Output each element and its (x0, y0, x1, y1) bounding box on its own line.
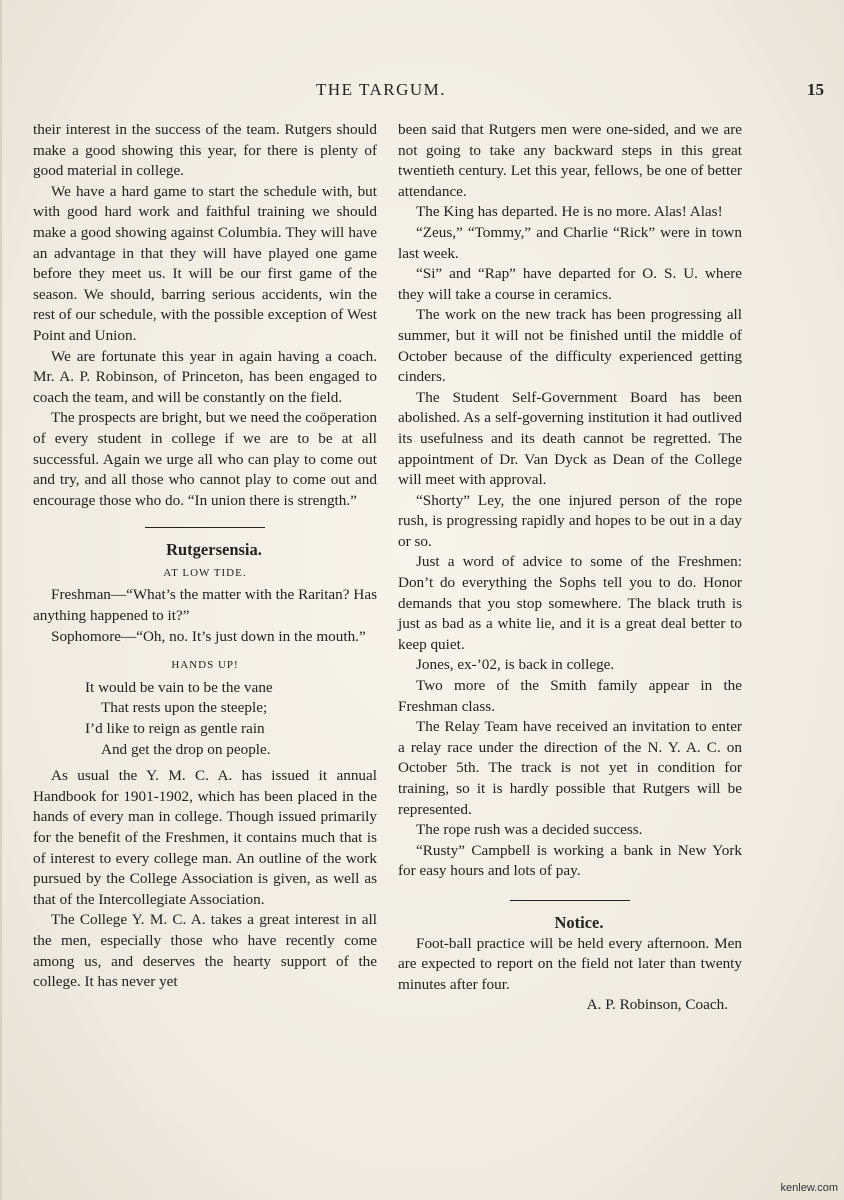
right-column (398, 120, 742, 1016)
paragraph: The rope rush was a decided success. (416, 821, 643, 839)
paragraph: We are fortunate this year in again having a coach. Mr. A. P. Robinson, of Princeton, has been engaged to coach the team, and will be constantly on the field. (33, 347, 377, 406)
paragraph: We have a hard game to start the schedule with, but with good hard work and faithful training we should make a good showing against Columbia. They will have an advantage in that they will have played one game before they meet us. It will be our first game of the season. We should, barring serious accidents, win the rest of our schedule, with the possible exception of West Point and Union. (33, 182, 377, 344)
paragraph: their interest in the success of the team. Rutgers should make a good showing this year, for there is plenty of good material in college. (33, 121, 377, 180)
notice-text: Foot-ball practice will be held every afternoon. Men are expected to report on the field not later than twenty minutes after four. (398, 934, 742, 993)
notice-heading: Notice. (554, 912, 604, 932)
paragraph: The Student Self-Government Board has been abolished. As a self-governing institution it had outlived its usefulness and its death cannot be regretted. The appointment of Dr. Van Dyck as Dean of the College will meet with approval. (398, 388, 742, 489)
paragraph: The King has departed. He is no more. Alas! Alas! (416, 203, 723, 221)
paragraph: The Relay Team have received an invitation to enter a relay race under the direction of the N. Y. A. C. on October 5th. The track is not yet in condition for training, so it is hardly possible that Rutgers will be represented. (398, 718, 742, 818)
paragraph: Jones, ex-’02, is back in college. (416, 656, 615, 674)
dialogue-line: Freshman—“What’s the matter with the Raritan? Has anything happened to it?” (33, 586, 377, 625)
paragraph: “Si” and “Rap” have departed for O. S. U. where they will take a course in ceramics. (398, 265, 742, 303)
paragraph: been said that Rutgers men were one-sided, and we are not going to take any backward steps in this great twentieth century. Let this year, fellows, be one of better attendance. (398, 121, 742, 200)
paragraph: Two more of the Smith family appear in the Freshman class. (398, 677, 742, 715)
paragraph: As usual the Y. M. C. A. has issued it annual Handbook for 1901-1902, which has been placed in the hands of every man in college. Though issued primarily for the benefit of the Freshmen, it contains much that is of interest to every college man. An outline of the work pursued by the College Association is given, as well as that of the Intercollegiate Association. (33, 767, 377, 908)
paragraph: The work on the new track has been progressing all summer, but it will not be finished until the middle of October because of the difficulty experienced getting cinders. (398, 306, 742, 386)
left-column (33, 120, 377, 993)
paragraph: “Shorty” Ley, the one injured person of the rope rush, is progressing rapidly and hopes to be out in a day or so. (398, 491, 742, 550)
watermark: kenlew.com (780, 1182, 838, 1194)
page-number: 15 (807, 80, 824, 99)
subhead-hands-up: HANDS UP! (171, 659, 239, 672)
page-header (34, 80, 824, 104)
paragraph: “Zeus,” “Tommy,” and Charlie “Rick” were in town last week. (398, 223, 742, 262)
section-divider (510, 900, 630, 901)
poem-line: It would be vain to be the vane (85, 678, 273, 696)
running-title: THE TARGUM. (315, 80, 447, 99)
paragraph: The College Y. M. C. A. takes a great interest in all the men, especially those who have recently come among us, and deserves the hearty support of the college. It has never yet (33, 911, 377, 991)
section-divider (145, 527, 265, 528)
paragraph: Just a word of advice to some of the Freshmen: Don’t do everything the Sophs tell you to do. Honor demands that you stop somewhere. The black truth is just as bad as a white lie, and it is a great deal better to keep quiet. (398, 553, 742, 653)
paragraph: The prospects are bright, but we need the coöperation of every student in college if we are to be at all successful. Again we urge all who can play to come out and try, and all those who cannot play to come out and encourage those who do. “In union there is strength.” (33, 409, 377, 509)
notice-signature: A. P. Robinson, Coach. (586, 996, 728, 1014)
subhead-at-low-tide: AT LOW TIDE. (163, 566, 247, 579)
poem (33, 678, 377, 760)
dialogue-line: Sophomore—“Oh, no. It’s just down in the mouth.” (51, 627, 366, 645)
section-heading-rutgersensia: Rutgersensia. (166, 540, 262, 560)
poem-line: I’d like to reign as gentle rain (85, 720, 265, 738)
poem-line: That rests upon the steeple; (101, 699, 268, 717)
paragraph: “Rusty” Campbell is working a bank in New York for easy hours and lots of pay. (398, 841, 742, 880)
poem-line: And get the drop on people. (101, 740, 271, 758)
